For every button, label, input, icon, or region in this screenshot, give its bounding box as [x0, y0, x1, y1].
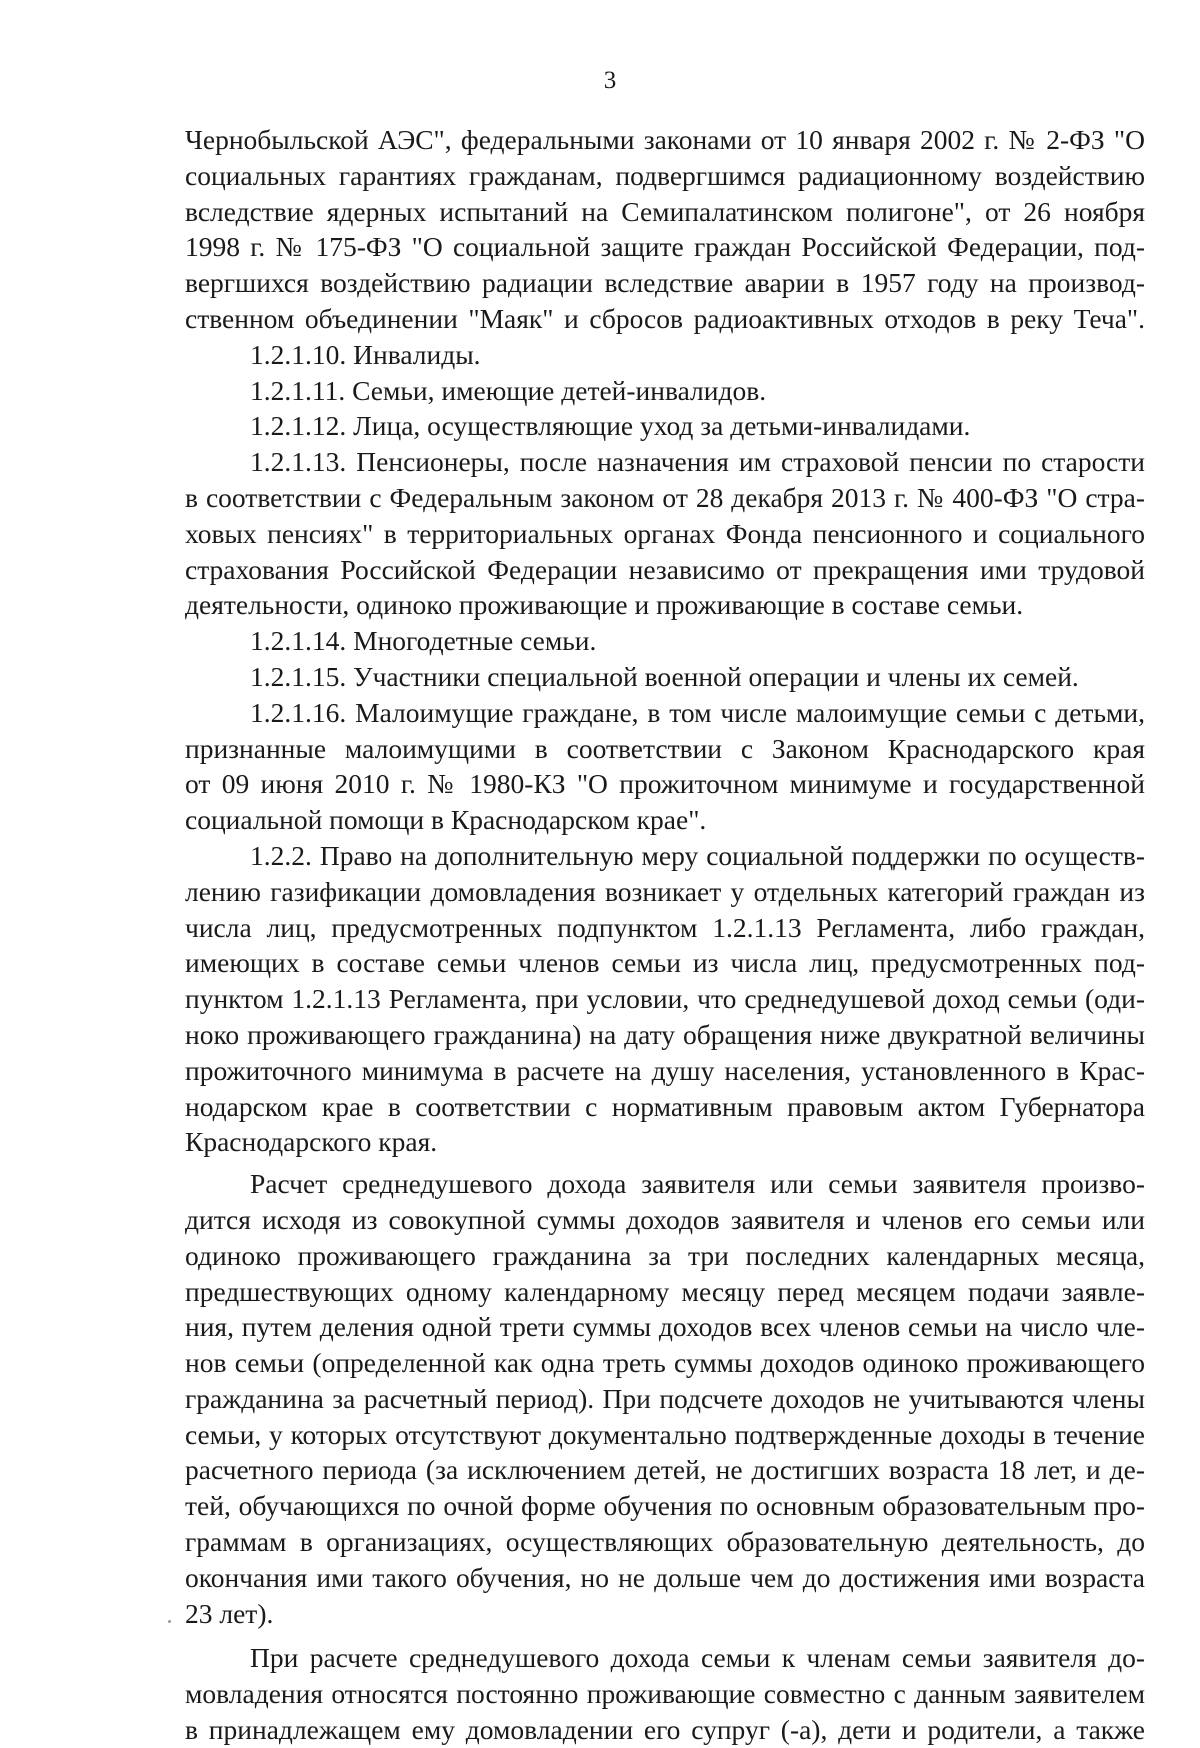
text-line: вергшихся воздействию радиации вследствие аварии в 1957 году на производ-	[185, 267, 1145, 299]
text-line: ноко проживающего гражданина) на дату обращения ниже двукратной величины	[185, 1018, 1145, 1050]
text-line: окончания ими такого обучения, но не дольше чем до достижения ими возраста	[185, 1561, 1145, 1593]
page-number: 3	[603, 67, 617, 94]
text-line: социальных гарантиях гражданам, подвергшимся радиационному воздействию	[185, 159, 1145, 191]
text-line: одиноко проживающего гражданина за три последних календарных месяца,	[185, 1239, 1145, 1271]
text-line: 1.2.1.13. Пенсионеры, после назначения им страховой пенсии по старости	[250, 446, 1145, 478]
text-line: пунктом 1.2.1.13 Регламента, при условии, что среднедушевой доход семьи (оди-	[185, 983, 1145, 1015]
text-line: в соответствии с Федеральным законом от 28 декабря 2013 г. № 400-ФЗ "О стра-	[185, 481, 1145, 513]
text-line: в принадлежащем ему домовладении его супруг (-а), дети и родители, а также	[185, 1714, 1145, 1746]
text-line: тей, обучающихся по очной форме обучения по основным образовательным про-	[185, 1490, 1145, 1522]
text-line: Чернобыльской АЭС", федеральными законами от 10 января 2002 г. № 2-ФЗ "О	[185, 124, 1145, 155]
text-line: от 09 июня 2010 г. № 1980-КЗ "О прожиточном минимуме и государственной	[185, 768, 1145, 800]
text-line: ховых пенсиях" в территориальных органах Фонда пенсионного и социального	[185, 517, 1145, 549]
text-line: 1.2.1.10. Инвалиды.	[250, 338, 481, 370]
text-line: Расчет среднедушевого дохода заявителя или семьи заявителя произво-	[250, 1168, 1145, 1200]
text-line: 1.2.1.16. Малоимущие граждане, в том числе малоимущие семьи с детьми,	[250, 696, 1145, 728]
text-line: страхования Российской Федерации независимо от прекращения ими трудовой	[185, 553, 1145, 585]
text-line: вследствие ядерных испытаний на Семипалатинском полигоне", от 26 ноября	[185, 195, 1145, 227]
document-body	[185, 122, 1145, 1748]
text-line: граммам в организациях, осуществляющих образовательную деятельность, до	[185, 1526, 1145, 1558]
text-line: мовладения относятся постоянно проживающие совместно с данным заявителем	[185, 1678, 1145, 1710]
text-line: лению газификации домовладения возникает у отдельных категорий граждан из	[185, 875, 1145, 907]
text-line: семьи, у которых отсутствуют документально подтвержденные доходы в течение	[185, 1418, 1145, 1450]
scan-speck	[168, 1620, 171, 1623]
text-line: 1.2.2. Право на дополнительную меру социальной поддержки по осуществ-	[250, 839, 1145, 871]
text-line: числа лиц, предусмотренных подпунктом 1.2.1.13 Регламента, либо граждан,	[185, 911, 1145, 943]
text-line: дится исходя из совокупной суммы доходов заявителя и членов его семьи или	[185, 1203, 1145, 1235]
text-line: 1.2.1.15. Участники специальной военной операции и члены их семей.	[250, 660, 1079, 692]
text-line: 1.2.1.11. Семьи, имеющие детей-инвалидов.	[250, 374, 767, 406]
text-line: Краснодарского края.	[185, 1126, 438, 1158]
text-line: При расчете среднедушевого дохода семьи к членам семьи заявителя до-	[250, 1642, 1145, 1674]
text-line: ния, путем деления одной трети суммы доходов всех членов семьи на число чле-	[185, 1311, 1145, 1343]
text-line: ственном объединении "Маяк" и сбросов радиоактивных отходов в реку Теча".	[185, 302, 1145, 334]
text-line: деятельности, одиноко проживающие и проживающие в составе семьи.	[185, 589, 1024, 621]
text-line: нов семьи (определенной как одна треть суммы доходов одиноко проживающего	[185, 1347, 1145, 1379]
text-line: 1998 г. № 175-ФЗ "О социальной защите граждан Российской Федерации, под-	[185, 231, 1145, 263]
text-line: имеющих в составе семьи членов семьи из числа лиц, предусмотренных под-	[185, 947, 1145, 979]
text-line: гражданина за расчетный период). При подсчете доходов не учитываются члены	[185, 1382, 1145, 1414]
text-line: 1.2.1.14. Многодетные семьи.	[250, 625, 597, 657]
text-line: нодарском крае в соответствии с нормативным правовым актом Губернатора	[185, 1090, 1145, 1122]
text-line: прожиточного минимума в расчете на душу населения, установленного в Крас-	[185, 1054, 1145, 1086]
text-line: социальной помощи в Краснодарском крае".	[185, 804, 707, 836]
text-line: 1.2.1.12. Лица, осуществляющие уход за детьми-инвалидами.	[250, 410, 971, 442]
text-line: предшествующих одному календарному месяцу перед месяцем подачи заявле-	[185, 1275, 1145, 1307]
text-line: 23 лет).	[185, 1597, 274, 1629]
text-line: расчетного периода (за исключением детей, не достигших возраста 18 лет, и де-	[185, 1454, 1145, 1486]
text-line: признанные малоимущими в соответствии с Законом Краснодарского края	[185, 732, 1145, 764]
